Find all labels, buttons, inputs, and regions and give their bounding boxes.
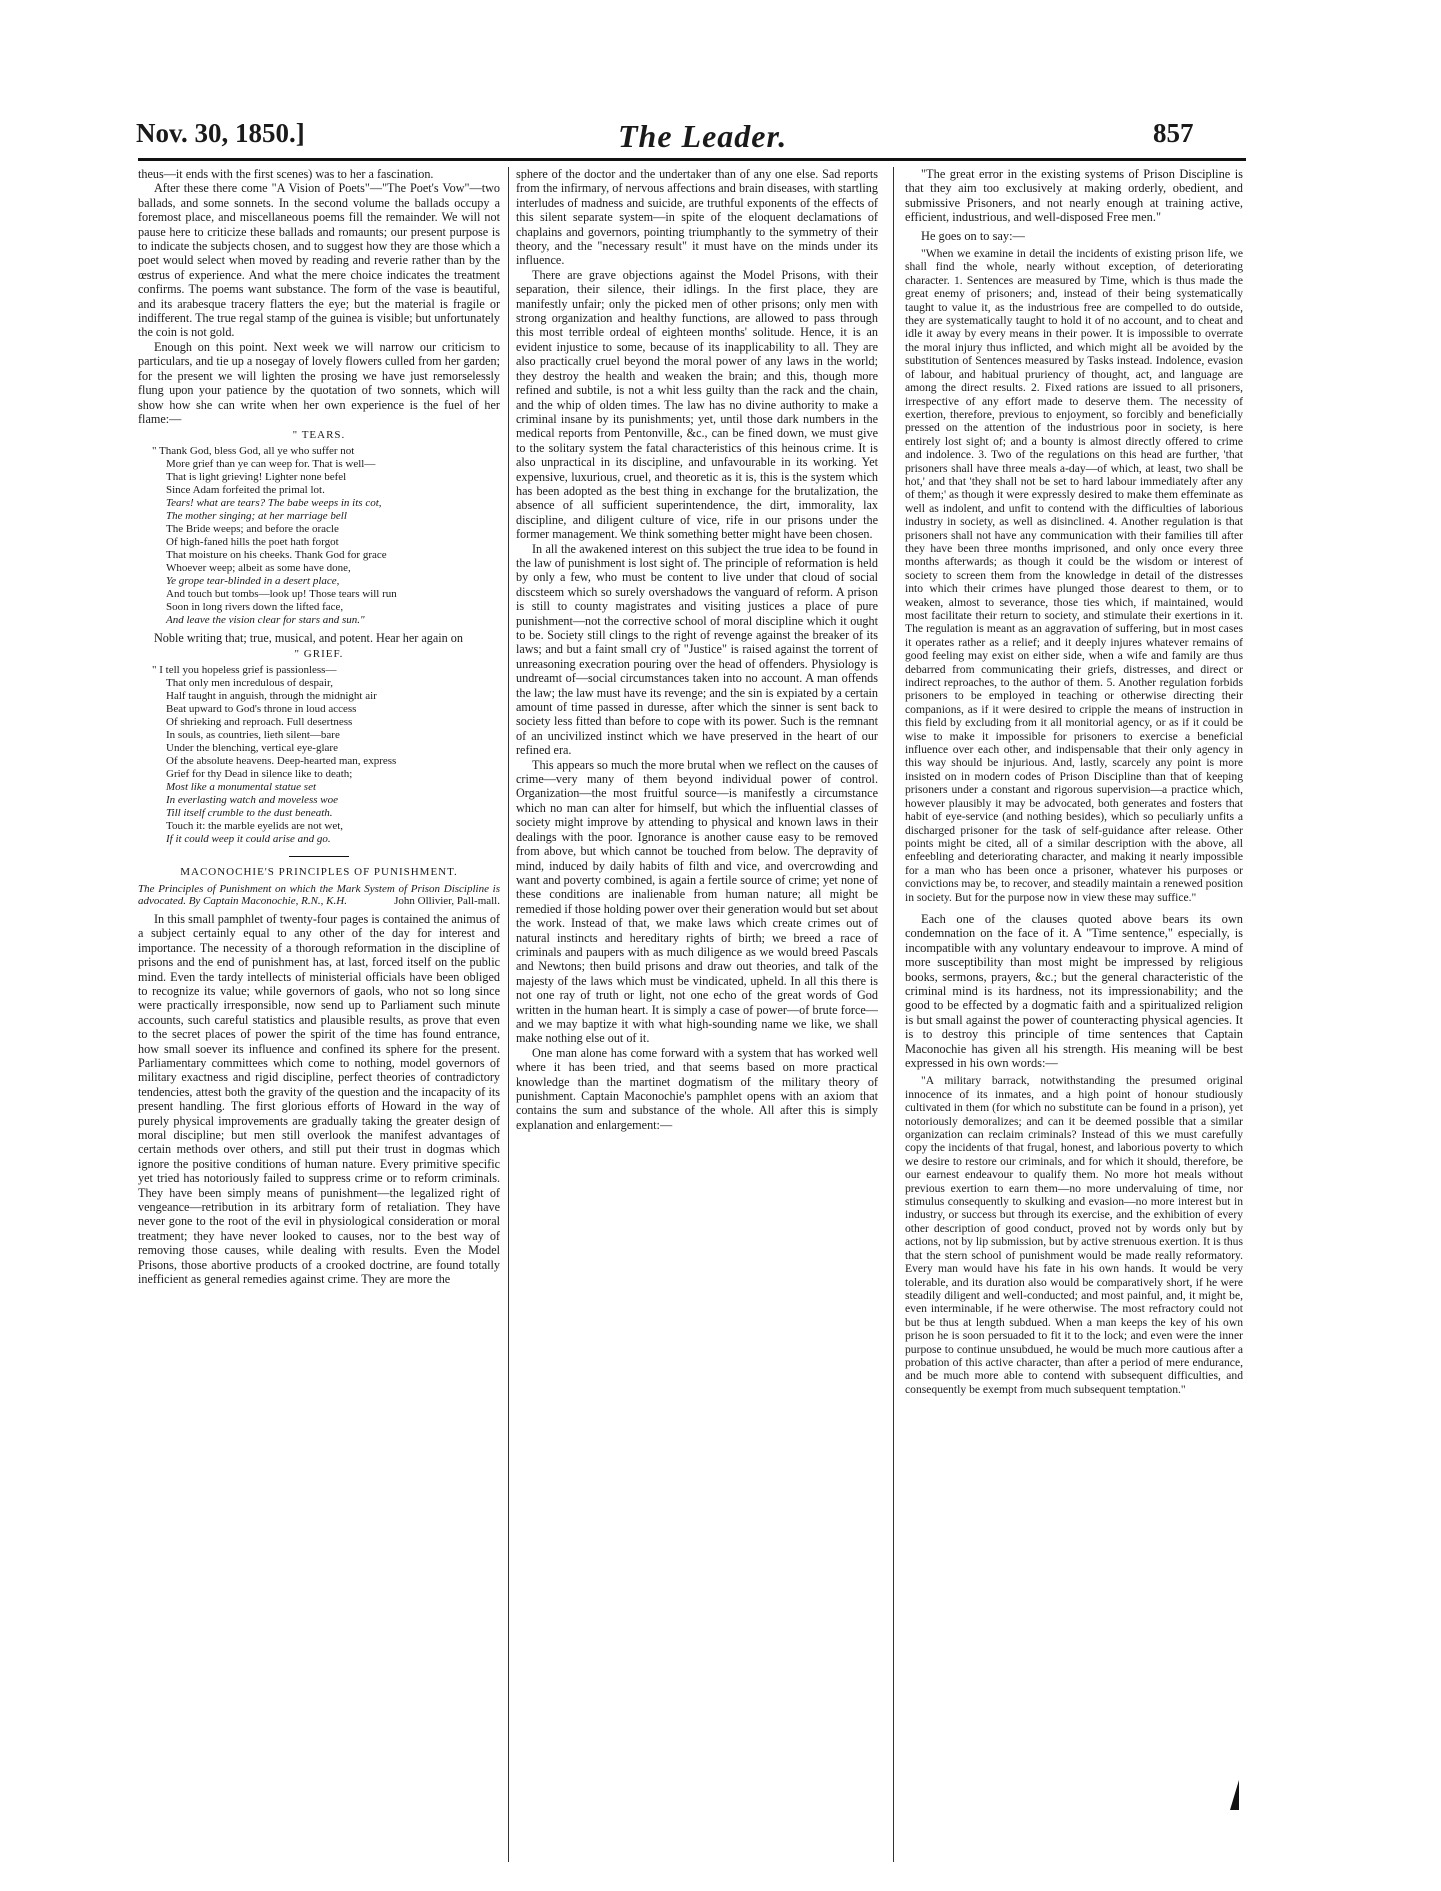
poem-line: The Bride weeps; and before the oracle [166,522,339,535]
paragraph: Noble writing that; true, musical, and potent. Hear her again on [154,630,463,645]
poem-line: Half taught in anguish, through the midnight air [166,689,377,702]
poem-line: More grief than ye can weep for. That is well— [166,457,376,470]
paragraph: One man alone has come forward with a system that has worked well where it has been tried, and that seems based on more practical knowledge than the martinet dogmatism of the military theory of punishment. Captain Maconochie's pamphlet opens with an axiom that contains the sum and substance of the whole. All after this is simply explanation and enlargement:— [516,1045,878,1132]
book-title-text: The Principles of Punishment on which the Mark System of Prison Discipline is advocated. By Captain Maconochie, R.N., K.H. [138,882,500,908]
paragraph: theus—it ends with the first scenes) was to her a fascination. [138,167,434,181]
poem-tears [152,445,500,627]
paragraph: He goes on to say:— [921,228,1025,243]
poem-line: Of the absolute heavens. Deep-hearted man, express [166,754,397,767]
poem-line: Tears! what are tears? The babe weeps in its cot, [166,496,382,509]
column-2 [516,167,878,1862]
poem-title-tears: " TEARS. [292,429,346,442]
poem-line: That moisture on his cheeks. Thank God for grace [166,548,387,561]
header-rule [138,158,1246,161]
issue-date: Nov. 30, 1850.] [136,118,305,148]
poem-line: Grief for thy Dead in silence like to death; [166,767,353,780]
poem-line: If it could weep it could arise and go. [166,832,331,845]
paragraph: In all the awakened interest on this subject the true idea to be found in the law of punishment is lost sight of. The principle of reformation is held by only a few, who must be content to live under that cloud of social discsteem which so surely overshadows the vanguard of reform. A prison is still to county magistrates and visiting justices a place of pure punishment—not the corrective school of moral discipline which it ought to be. Society still clings to the right of revenge against the breaker of its laws; and but a faint small cry of "Justice" is raised against the torrent of unreasoning execration pouring over the head of offenders. Physiology is undreamt of—social circumstances taken into no account. A man offends the law; the law must have its revenge; and the sin is expiated by a certain amount of time passed in duresse, after which the sinner is sent back to society less fitted than before to cope with its power. Such is the remnant of an uncivilized instinct which we have preserved in the heart of our refined era. [516,541,878,758]
poem-line: In everlasting watch and moveless woe [166,793,338,806]
poem-line: Whoever weep; albeit as some have done, [166,561,351,574]
column-divider [508,167,509,1862]
column-3 [905,167,1243,1862]
masthead-title: The Leader. [618,118,788,154]
poem-line: Most like a monumental statue set [166,780,317,793]
paragraph: After these there come "A Vision of Poets"—"The Poet's Vow"—two ballads, and some sonnets. In the second volume the ballads occupy a foremost place, and miscellaneous poems fill the remainder. We will not pause here to criticize these ballads and romaunts; our present purpose is to indicate the subjects chosen, and to suggest how they are those which a poet would select when moved by reading and reverie rather than by the œstrus of experience. And what the mere choice indicates the treatment confirms. The poems want substance. The form of the vase is beautiful, and its arabesque tracery flatters the eye; but the material is fragile or indifferent. The true regal stamp of the guinea is visible; but unfortunately the coin is not gold. [138,181,500,340]
poem-line: And leave the vision clear for stars and sun." [166,613,365,626]
poem-line: " I tell you hopeless grief is passionless— [152,663,337,676]
section-title: MACONOCHIE'S PRINCIPLES OF PUNISHMENT. [180,865,458,878]
poem-line: Since Adam forfeited the primal lot. [166,483,325,496]
poem-line: Soon in long rivers down the lifted face, [166,600,344,613]
paragraph: This appears so much the more brutal when we reflect on the causes of crime—very many of them beyond individual power of control. Organization—the most fruitful source—is manifestly a circumstance which no man can alter for himself, but which the influential classes of society might improve by attending to physical and known laws in their dealings with the poor. Ignorance is another cause easy to be removed from above, but which cannot be touched from below. The depravity of mind, induced by daily habits of filth and vice, and overcrowding and want and poverty combined, is again a fertile source of crime; yet none of these conditions are inalienable from human nature; all might be remedied if those holding power over their generation would but set about the work. Instead of that, we make laws which create crimes out of natural instincts and hereditary rights of birth; we breed a race of criminals and paupers with as much diligence as we would breed Pascals and Newtons; then build prisons and draw out theories, and talk of the majesty of the laws which must be vindicated, upheld. In all this there is not one ray of truth or light, not one echo of the great words of God written in the human heart. It is simply a case of power—of brute force—and we may baptize it with what high-sounding name we like, we shall make nothing else out of it. [516,757,878,1046]
poem-line: In souls, as countries, lieth silent—bare [166,728,340,741]
page-number: 857 [1153,118,1194,148]
poem-line: Of high-faned hills the poet hath forgot [166,535,339,548]
poem-line: And touch but tombs—look up! Those tears will run [166,587,397,600]
paragraph: sphere of the doctor and the undertaker than of any one else. Sad reports from the infirmary, of nervous affections and brain diseases, with startling interludes of madness and suicide, are truthful exponents of the effects of this silent separate system—in spite of the eloquent declamations of chaplains and governors, pointing triumphantly to the symmetry of their theory, and the "necessary result" it must have on the minds under its influence. [516,167,878,268]
poem-line: That is light grieving! Lighter none befel [166,470,347,483]
paragraph: Enough on this point. Next week we will narrow our criticism to particulars, and tie up a nosegay of lovely flowers culled from her garden; for the present we will lighten the prosing we have just remorselessly flung upon your patience by the quotation of two sonnets, which will show how she can write when her own experience is the fuel of her flame:— [138,339,500,426]
paragraph: There are grave objections against the Model Prisons, with their separation, their silence, their idlings. In the first place, they are manifestly unfair; only the picked men of other prisons; only men with strong organization and healthy functions, are allowed to pass through this most terrible ordeal of eighteen months' solitude. Hence, it is an evident injustice to some, because of its inapplicability to all. They are also practically cruel beyond the moral power of any laws in the world; they destroy the health and weaken the brain; and this, though more refined and subtile, is not a whit less guilty than the rack and the chain, and the whip of olden times. The law has no divine authority to make a criminal insane by its punishments; yet, until those dark numbers in the medical reports from Pentonville, &c., can be fined down, we must give to the solitary system the fatal characteristics of this heinous crime. It is also unpractical in its discipline, and unfavourable in its working. Yet expensive, luxurious, cruel, and theoretic as it is, this is the system which has been adopted as the best thing in exchange for the brutalization, the absence of all sufficient superintendence, the dirt, immorality, lax discipline, and diligent culture of vice, rife in our prisons under the former management. We think something better might have been chosen. [516,267,878,542]
poem-line: Under the blenching, vertical eye-glare [166,741,338,754]
poem-line: " Thank God, bless God, all ye who suffer not [152,444,355,457]
quotation: "A military barrack, notwithstanding the presumed original innocence of its inmates, and a high point of honour studiously cultivated in them (for which no substitute can be found in a prison), yet notoriously demoralizes; and can it be deemed possible that a similar organization can reclaim criminals? Instead of this we must carefully copy the incidents of that frugal, honest, and laborious poverty to which we desire to restore our criminals, and for which it should, therefore, be our earnest endeavour to qualify them. No more hot meals without previous exertion to earn them—no more undervaluing of time, nor stimulus consequently to skulking and evasion—no more interest but in industry, or success but through its exercise, and the exhibition of every other description of good conduct, proved not by words only but by actions, not by lip submission, but by active strenuous exertion. It is thus that the stern school of punishment would be made really reformatory. Every man would have his fate in his own hands. It would be very tolerable, and its duration also would be comparatively short, if he were steadily diligent and well-conducted; and most painful, and, it might be, even interminable, if he were otherwise. The most refractory could not but be thus at length subdued. When a man keeps the key of his own prison he is soon persuaded to fit it to the lock; and even were the inner purpose to continue unsubdued, he would be much more cautious after a probation of this active character, than after a period of mere endurance, and be much more able to contend with subsequent difficulties, and consequently be exempt from much subsequent temptation." [905,1074,1243,1396]
poem-line: Beat upward to God's throne in loud access [166,702,357,715]
poem-line: That only men incredulous of despair, [166,676,333,689]
book-title [138,883,500,908]
poem-line: Till itself crumble to the dust beneath. [166,806,333,819]
column-1 [138,167,500,1862]
paragraph: In this small pamphlet of twenty-four pages is contained the animus of a subject certainly equal to any other of the day for interest and importance. The necessity of a thorough reformation in the discipline of prisons and the end of punishment has, at last, forced itself on the public mind. Even the tardy intellects of ministerial officials have been obliged to recognize its value; while governors of gaols, who not so long since were practically irresponsible, now send up to Parliament such minute accounts, such careful statistics and plausible results, as prove that even to the secret places of power the spirit of the time has found entrance, how small soever its influence and confined its sphere for the present. Parliamentary committees which come to nothing, model governors of military exactness and rigid discipline, perfect theories of contradictory tendencies, attest both the gravity of the question and the incapacity of its present handling. The first glorious efforts of Howard in the way of purely physical improvements are gradually taking the greater design of moral discipline; but men still overlook the manifest advantages of certain methods over others, and still put their trust in dogmas which ignore the positive conditions of human nature. Every primitive specific yet tried has notoriously failed to suppress crime or to reform criminals. They have been simply means of punishment—the legalized right of vengeance—retribution in its arbitrary form of retaliation. They have never gone to the root of the evil in physiological consideration or moral treatment; they have never looked to causes, nor to the best way of removing those causes, while dealing with results. Even the Model Prisons, those abortive products of a crooked doctrine, are found totally inefficient as general remedies against crime. They are more the [138,911,500,1287]
publisher: John Ollivier, Pall-mall. [394,895,500,908]
column-divider [893,167,894,1862]
section-rule [289,856,349,857]
poem-title-grief: " GRIEF. [294,648,344,661]
quotation: "The great error in the existing systems of Prison Discipline is that they aim too exclusively at making orderly, obedient, and submissive Prisoners, and not nearly enough at training active, efficient, industrious, and well-disposed Free men." [905,167,1243,225]
printer-mark [1230,1780,1239,1810]
paragraph: Each one of the clauses quoted above bears its own condemnation on the face of it. A "Time sentence," especially, is incompatible with any voluntary endeavour to improve. A mind of more susceptibility than most might be impressed by religious books, sermons, prayers, &c.; but the general characteristic of the criminal mind is its hardness, not its impressionability; and the good to be effected by a dogmatic faith and a spiritualized religion is but small against the power of counteracting physical agencies. It is to destroy this principle of time sentences that Captain Maconochie has given all his strength. His meaning will be best expressed in his own words:— [905,911,1243,1070]
quotation: "When we examine in detail the incidents of existing prison life, we shall find the whole, nearly without exception, of deteriorating character. 1. Sentences are measured by Time, which is thus made the great enemy of prisoners; and, instead of their being systematically taught to value it, as the industrious free are compelled to do outside, they are systematically taught to hold it of no account, and to cheat and idle it away by every means in their power. It is impossible to overrate the moral injury thus inflicted, and which might all be avoided by the substitution of Sentences measured by Tasks instead. Indolence, evasion of labour, and habitual pruriency of thought, act, and language are among the direct results. 2. Fixed rations are issued to all prisoners, irrespective of any effort made to deserve them. The necessity of exertion, therefore, previous to enjoyment, so forcibly and beneficially pressed on the attention of the industrious poor in society, is here entirely lost sight of; and a bounty is almost directly offered to crime and indolence. 3. Two of the regulations on this head are further, 'that prisoners shall have three meals a-day—of which, at least, two shall be hot,' and that 'they shall not be set to hard labour immediately after any of them;' as though it were expressly desired to make them effeminate as well as indolent, and unfit to contend with the difficulties of laborious industry in society, as well as disinclined. 4. Another regulation is that prisoners shall not have any communication with their families till after they have been three months imprisoned, and only once every three months afterwards; as though it could be the wisdom or interest of society to screen them from the knowledge in detail of the distresses into which their crimes have plunged those dearest to them, or to weaken, almost to severance, those ties which, if maintained, would most facilitate their return to society, and stimulate their exertions in it. The regulation is meant as an aggravation of suffering, but in most cases it operates rather as a relief; and it deeply injures whatever remains of good feeling may exist on either side, when a wife and family are thus debarred from communicating their griefs, distresses, and direct or indirect reproaches, to the author of them. 5. Another regulation forbids prisoners to be employed in teaching or otherwise directing their companions, as if it were desired to cripple the means of instruction in this field by excluding from it all monitorial agency, or as if it could be wise to make it impossible for prisoners to exercise a beneficial influence over each other, and indispensable that their only agency in this way should be injurious. And, lastly, scarcely any point is more insisted on in modern codes of Prison Discipline than that of keeping prisoners under a constant and rigorous supervision—a practice which, however plausibly it may be advocated, both generates and fosters that habit of eye-service (and nothing besides), which so peculiarly unfits a discharged prisoner for the task of self-guidance after release. Other points might be cited, all of a similar description with the above, all enfeebling and deteriorating character, and making it nearly impossible for a man who has been once a prisoner, whatever his purposes or convictions may be, to recover, and steadily maintain a renewed position in society. But for the purpose now in view these may suffice." [905,247,1243,904]
poem-line: The mother singing; at her marriage bell [166,509,347,522]
poem-line: Touch it: the marble eyelids are not wet, [166,819,344,832]
poem-line: Ye grope tear-blinded in a desert place, [166,574,340,587]
poem-grief [152,664,500,846]
poem-line: Of shrieking and reproach. Full desertness [166,715,353,728]
